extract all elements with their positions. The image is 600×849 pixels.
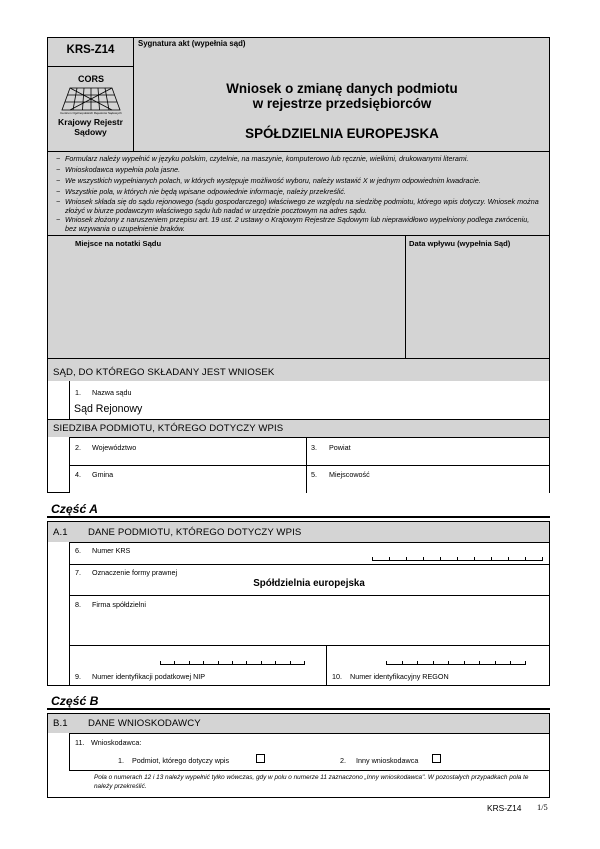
part-a-title: Część A bbox=[51, 502, 98, 516]
court-name-value: Sąd Rejonowy bbox=[74, 403, 143, 415]
instruction-item: − Wniosek składa się do sądu rejonowego (sądu gospodarczego) właściwego ze względu na siedzibę podmiotu, którego wpis dotyczy. Wniosek można złożyć w biurze podawczym właściwego sądu lub nadać w urzędzie pocztowym na adres sądu. bbox=[56, 197, 539, 215]
field-10-number: 10. bbox=[332, 672, 342, 681]
part-a-heading: DANE PODMIOTU, KTÓREGO DOTYCZY WPIS bbox=[88, 527, 302, 538]
signature-field[interactable] bbox=[134, 50, 550, 67]
signature-label: Sygnatura akt (wypełnia sąd) bbox=[138, 39, 246, 48]
option-1-number: 1. bbox=[118, 756, 124, 765]
field-7-label: Oznaczenie formy prawnej bbox=[92, 568, 178, 577]
court-notes-divider bbox=[405, 236, 406, 359]
instruction-item: − Formularz należy wypełnić w języku polskim, czytelnie, na maszynie, komputerowo lub ręcznie, wielkimi, drukowanymi literami. bbox=[56, 154, 469, 163]
field-11-number: 11. bbox=[75, 738, 85, 747]
option-2-label: Inny wnioskodawca bbox=[356, 756, 419, 765]
field-9-number: 9. bbox=[75, 672, 81, 681]
instruction-item: − Wniosek złożony z naruszeniem przepisu art. 19 ust. 2 ustawy o Krajowym Rejestrze Sądowym lub nieprawidłowo wypełniony podlega zwróceniu, bez wzywania o uzupełnienie braków. bbox=[56, 215, 530, 233]
divider bbox=[326, 645, 327, 685]
option-2-number: 2. bbox=[340, 756, 346, 765]
registry-line1: Krajowy Rejestr bbox=[58, 117, 123, 127]
part-b-code: B.1 bbox=[53, 718, 68, 729]
form-title-line1: Wniosek o zmianę danych podmiotu bbox=[226, 81, 458, 96]
field-5-label: Miejscowość bbox=[329, 470, 370, 479]
field-8-label: Firma spółdzielni bbox=[92, 600, 146, 609]
field-2-label: Województwo bbox=[92, 443, 137, 452]
logo-subtext: Centrum Ogólnopolskich Rejestrów Sądowych bbox=[60, 111, 122, 115]
court-section-heading: SĄD, DO KTÓREGO SKŁADANY JEST WNIOSEK bbox=[53, 367, 275, 378]
part-b-title: Część B bbox=[51, 694, 99, 708]
cors-logo-grid bbox=[62, 88, 120, 110]
field-5-number: 5. bbox=[311, 470, 317, 479]
part-b-note: Pola o numerach 12 i 13 należy wypełnić tylko wówczas, gdy w polu o numerze 11 zaznaczono „Inny wnioskodawca". W pozostałych przypadkach pola te należy przekreślić. bbox=[94, 774, 529, 790]
part-b-heading: DANE WNIOSKODAWCY bbox=[88, 718, 201, 729]
instructions-box bbox=[47, 152, 550, 236]
part-a-title-rule bbox=[47, 516, 550, 518]
field-10-label: Numer identyfikacyjny REGON bbox=[350, 672, 449, 681]
option-2-checkbox[interactable] bbox=[432, 754, 441, 763]
field-3-number: 3. bbox=[311, 443, 317, 452]
field-11-label: Wnioskodawca: bbox=[91, 738, 142, 747]
instruction-item: − Wszystkie pola, w których nie będą wpisane odpowiednie informacje, należy przekreślić. bbox=[56, 187, 346, 196]
form-subtitle: SPÓŁDZIELNIA EUROPEJSKA bbox=[245, 126, 439, 141]
part-b-title-rule bbox=[47, 708, 550, 710]
form-code: KRS-Z14 bbox=[66, 44, 115, 56]
option-1-label: Podmiot, którego dotyczy wpis bbox=[132, 756, 230, 765]
field-6-number: 6. bbox=[75, 546, 81, 555]
field-4-number: 4. bbox=[75, 470, 81, 479]
notes-label: Miejsce na notatki Sądu bbox=[75, 239, 162, 248]
field-6-label: Numer KRS bbox=[92, 546, 131, 555]
court-notes-area bbox=[47, 236, 550, 359]
logo-text: CORS bbox=[77, 74, 104, 84]
legal-form-value: Spółdzielnia europejska bbox=[253, 578, 365, 589]
registry-line2: Sądowy bbox=[74, 127, 107, 137]
field-7-number: 7. bbox=[75, 568, 81, 577]
seat-section-heading: SIEDZIBA PODMIOTU, KTÓREGO DOTYCZY WPIS bbox=[53, 423, 284, 434]
divider bbox=[69, 564, 549, 565]
option-1-checkbox[interactable] bbox=[256, 754, 265, 763]
field-1-label: Nazwa sądu bbox=[92, 388, 132, 397]
date-received-label: Data wpływu (wypełnia Sąd) bbox=[409, 239, 511, 248]
instruction-item: − We wszystkich wypełnianych polach, w których występuje możliwość wyboru, należy wstawić X w jednym odpowiednim kwadracie. bbox=[56, 176, 481, 185]
field-8-number: 8. bbox=[75, 600, 81, 609]
field-9-label: Numer identyfikacji podatkowej NIP bbox=[92, 672, 206, 681]
field-3-label: Powiat bbox=[329, 443, 351, 452]
field-2-number: 2. bbox=[75, 443, 81, 452]
part-a-code: A.1 bbox=[53, 527, 68, 538]
divider bbox=[69, 645, 549, 646]
footer-form-code: KRS-Z14 bbox=[487, 803, 522, 813]
regon-number-field[interactable] bbox=[386, 657, 526, 665]
field-4-label: Gmina bbox=[92, 470, 114, 479]
nip-number-field[interactable] bbox=[160, 657, 305, 665]
page-number: 1/5 bbox=[537, 803, 548, 812]
instruction-item: − Wnioskodawca wypełnia pola jasne. bbox=[56, 165, 181, 174]
field-1-number: 1. bbox=[75, 388, 81, 397]
krs-number-field[interactable] bbox=[372, 553, 543, 561]
form-title-line2: w rejestrze przedsiębiorców bbox=[252, 96, 432, 111]
